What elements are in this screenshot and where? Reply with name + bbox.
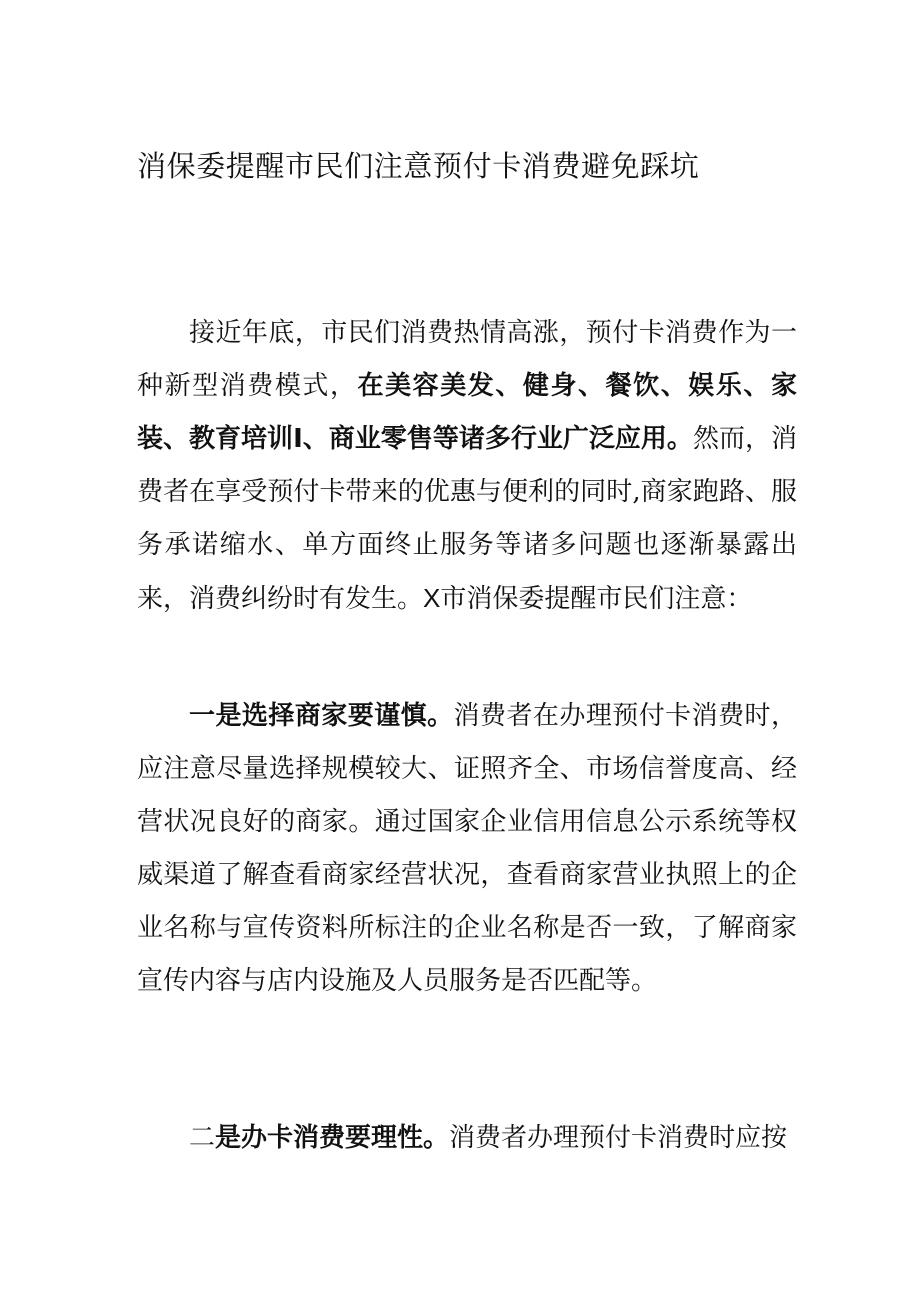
point-one-text: 消费者在办理预付卡消费时，应注意尽量选择规模较大、证照齐全、市场信誉度高、经营状况良好的商家。通过国家企业信用信息公示系统等权威渠道了解查看商家经营状况，查看商家营业执照上的企业名称与宣传资料所标注的企业名称是否一致，了解商家宣传内容与店内设施及人员服务是否匹配等。 — [137, 701, 797, 996]
point-two-heading: 是办卡消费要理性。 — [215, 1123, 450, 1153]
intro-text-a: 接近年底，市民们消费热情高涨，预付卡消费作为一种新型消费模式， — [137, 318, 797, 401]
paragraph-intro — [137, 307, 797, 626]
intro-text-b: 然而，消费者在享受预付卡带来的优惠与便利的同时,商家跑路、服务承诺缩水、单方面终止服务等诸多问题也逐渐暴露出来，消费纠纷时有发生。 — [137, 424, 797, 614]
point-one-heading: 一是选择商家要谨慎。 — [189, 701, 454, 731]
paragraph-point-one — [137, 690, 797, 1008]
intro-industries-bold: 在美容美发、健身、餐饮、娱乐、家装、教育培训Ⅰ、商业零售等诸多行业广泛应用。 — [137, 371, 797, 454]
paragraph-point-two — [137, 1112, 797, 1165]
point-two-text: 消费者办理预付卡消费时应按 — [449, 1123, 788, 1153]
intro-text-c: 市消保委提醒市民们注意： — [440, 584, 753, 614]
point-two-number: 二 — [189, 1123, 216, 1153]
document-title: 消保委提醒市民们注意预付卡消费避免踩坑 — [137, 149, 700, 183]
city-mark: X — [423, 583, 441, 613]
